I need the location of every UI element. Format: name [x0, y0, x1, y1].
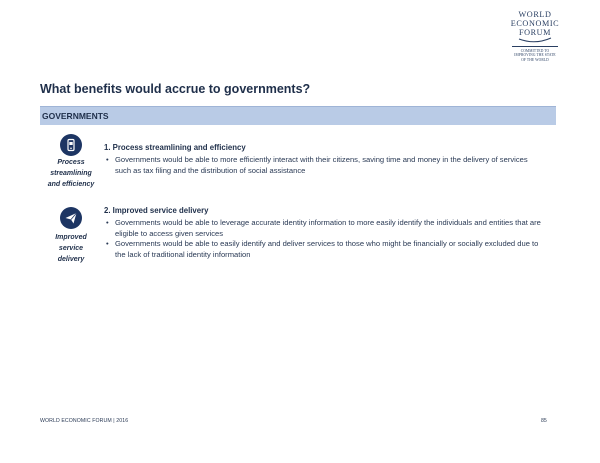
icon-label-line: service — [58, 245, 84, 252]
benefit-item-service — [104, 206, 544, 260]
page-title: What benefits would accrue to governments? — [40, 82, 311, 96]
paper-plane-icon — [64, 211, 78, 225]
section-label: GOVERNMENTS — [42, 111, 109, 121]
icon-label-line: Improved — [55, 234, 87, 241]
logo-line-economic: ECONOMIC — [510, 19, 560, 28]
logo-swoosh-icon — [515, 37, 555, 44]
footer-source: WORLD ECONOMIC FORUM | 2016 — [40, 418, 129, 424]
benefit-bullets — [104, 155, 544, 176]
bullet-item: • Governments would be able to leverage accurate identity information to more easily identify the individuals and entities that are eligible to access given services — [104, 218, 544, 239]
page-number: 85 — [541, 418, 547, 424]
logo-line-world: WORLD — [518, 10, 552, 19]
service-icon-circle — [60, 207, 82, 229]
benefit-heading: 1. Process streamlining and efficiency — [104, 143, 246, 152]
bullet-item: • Governments would be able to easily identify and deliver services to those who might be financially or socially excluded due to the lack of traditional identity information — [104, 239, 544, 260]
icon-label-line: delivery — [57, 256, 85, 263]
process-icon-label — [41, 157, 101, 190]
logo-line-forum: FORUM — [518, 28, 552, 37]
benefit-bullets — [104, 218, 544, 260]
benefit-item-process — [104, 143, 544, 176]
benefit-heading: 2. Improved service delivery — [104, 206, 209, 215]
phone-card-icon — [64, 138, 78, 152]
icon-label-line: Process — [57, 159, 85, 166]
logo-tagline: COMMITTED TO IMPROVING THE STATE OF THE WORLD — [512, 46, 558, 62]
section-header — [40, 106, 556, 125]
icon-label-line: and efficiency — [47, 181, 95, 188]
process-icon-circle — [60, 134, 82, 156]
wef-logo — [506, 10, 564, 62]
icon-label-line: streamlining — [50, 170, 92, 177]
service-icon-label — [41, 232, 101, 265]
bullet-item: • Governments would be able to more efficiently interact with their citizens, saving time and money in the delivery of services such as tax filing and the distribution of social assistance — [104, 155, 544, 176]
